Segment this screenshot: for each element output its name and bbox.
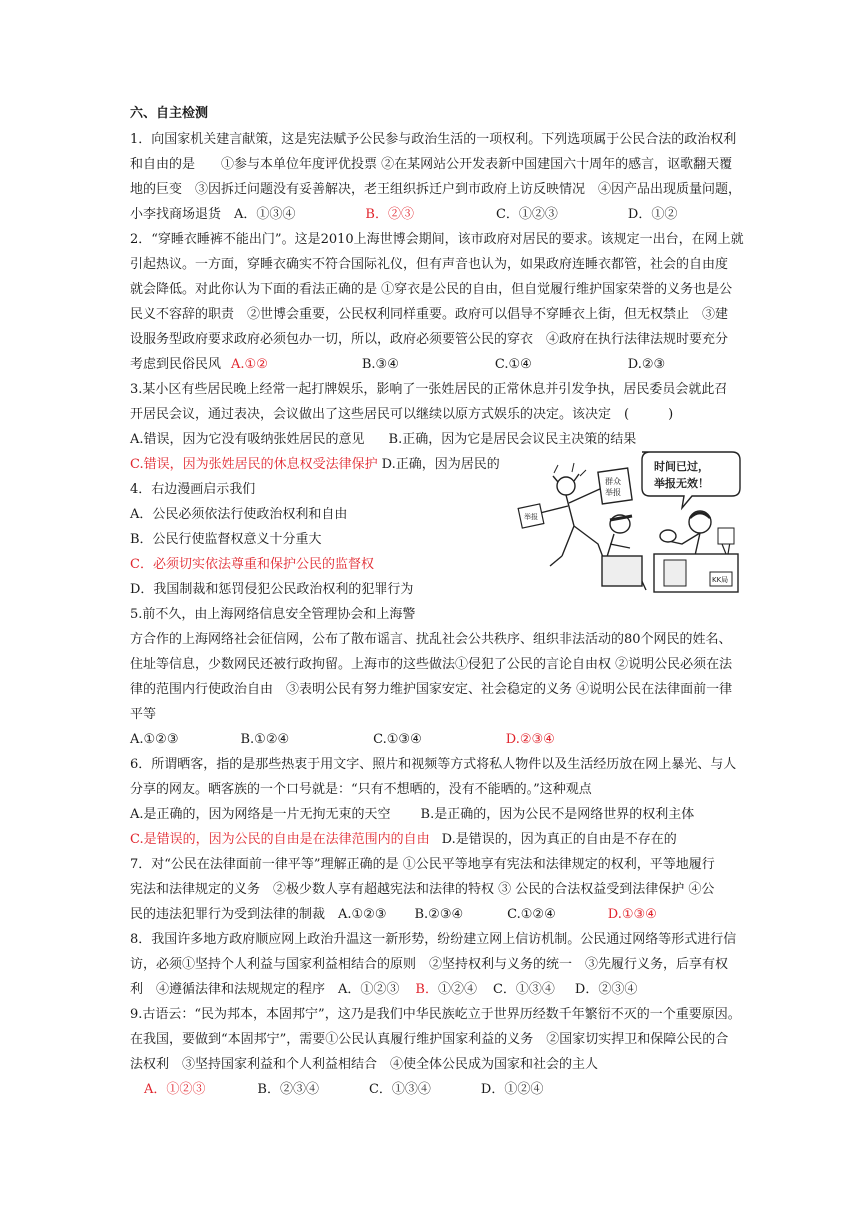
q7-option-c: C.①②④: [507, 907, 556, 922]
report-sign: [598, 468, 632, 504]
q1-line-3: 地的巨变 ③因拆迁问题没有妥善解决，老王组织拆迁户到市政府上访反映情况 ④因产品出现质量问题，: [130, 182, 742, 197]
q7-answer: D.①③④: [607, 907, 657, 922]
q8-answer-letter: B．: [415, 982, 438, 997]
bubble-line-1: 时间已过，: [654, 460, 709, 473]
q1-option-d: D．①②: [627, 207, 678, 222]
q1-line-4: [130, 207, 677, 223]
q5-line-6: [130, 732, 555, 748]
q8-option-d: D．②③④: [574, 982, 638, 997]
q6-option-a: A.是正确的，因为网络是一片无拘无束的天空: [130, 807, 391, 822]
q8-line-1: 8．我国许多地方政府顺应网上政治升温这一新形势，纷纷建立网上信访机制。公民通过网络等形式进行信: [130, 932, 737, 947]
q4-stem: 4．右边漫画启示我们: [130, 482, 256, 497]
q2-option-c: C.①④: [494, 357, 532, 372]
q6-answer: C.是错误的，因为公民的自由是在法律范围内的自由: [130, 832, 430, 847]
q8-line-3: [130, 982, 637, 998]
q6-option-d: D.是错误的，因为真正的自由是不存在的: [441, 832, 677, 847]
q3-answer: C.错误，因为张姓居民的休息权受法律保护: [130, 457, 378, 472]
q9-option-c: C．①③④: [368, 1082, 431, 1097]
q3-option-b: B.正确，因为它是居民会议民主决策的结果: [388, 432, 637, 447]
q5-option-a: A.①②③: [130, 732, 179, 747]
q9-line-4: [130, 1082, 543, 1098]
q3-option-d: D.正确，因为居民的: [381, 457, 500, 472]
q3-line-4: [130, 457, 500, 473]
q6-line-3: [130, 807, 694, 823]
q2-answer: A.①②: [231, 357, 268, 372]
q1-option-c: C．①②③: [495, 207, 558, 222]
q8-answer-options: ①②④: [437, 982, 477, 997]
q2-option-b: B.③④: [361, 357, 399, 372]
q3-line-1: 3.某小区有些居民晚上经常一起打牌娱乐，影响了一张姓居民的正常休息并引发争执，居民委员会就此召: [130, 382, 728, 397]
q3-line-3: [130, 432, 636, 448]
paper-label-text: 举报: [524, 513, 538, 521]
sign-line-2: 举报: [605, 488, 621, 497]
q3-option-a: A.错误，因为它没有吸纳张姓居民的意见: [130, 432, 365, 447]
section-title: 六、自主检测: [130, 106, 209, 121]
political-cartoon: [514, 448, 742, 598]
q4-option-d: D．我国制裁和惩罚侵犯公民政治权利的犯罪行为: [130, 582, 414, 597]
q5-option-c: C.①③④: [373, 732, 422, 747]
q6-option-b: B.是正确的，因为公民不是网络世界的权利主体: [420, 807, 695, 822]
q9-line-2: 在我国，要做到“本固邦宁”，需要①公民认真履行维护国家利益的义务 ②国家切实捍卫和保障公民的合: [130, 1032, 729, 1047]
q1-answer: B．②③: [365, 207, 414, 222]
q5-line-5: 平等: [130, 707, 157, 722]
q2-line-1: 2．“穿睡衣睡裤不能出门”。这是2010上海世博会期间，该市政府对居民的要求。该规定一出台，在网上就: [130, 232, 744, 247]
sign-line-1: 群众: [605, 477, 621, 486]
q6-line-1: 6．所谓晒客，指的是那些热衷于用文字、照片和视频等方式将私人物件以及生活经历放在网上暴光、与人: [130, 757, 737, 772]
report-paper: [518, 504, 544, 528]
q6-line-2: 分享的网友。晒客族的一个口号就是：“只有不想晒的，没有不能晒的。”这种观点: [130, 782, 592, 797]
q5-line-4: 律的范围内行使政治自由 ③表明公民有努力维护国家安定、社会稳定的义务 ④说明公民在法律面前一律: [130, 682, 733, 697]
q2-line-3: 就会降低。对此你认为下面的看法正确的是 ①穿衣是公民的自由，但自觉履行维护国家荣誉的义务也是公: [130, 282, 733, 297]
official-figure: [660, 511, 711, 560]
q7-line-2: 宪法和法律规定的义务 ②极少数人享有超越宪法和法律的特权 ③ 公民的合法权益受到法律保护 ④公: [130, 882, 715, 897]
q8-line-2: 访，必须①坚持个人利益与国家利益相结合的原则 ②坚持权利与义务的统一 ③先履行义务，后享有权: [130, 957, 729, 972]
bubble-line-2: 举报无效！: [654, 477, 709, 490]
q4-option-b: B．公民行使监督权意义十分重大: [130, 532, 322, 547]
q3-line-2: 开居民会议，通过表决，会议做出了这些居民可以继续以原方式娱乐的决定。该决定 ( ): [130, 407, 674, 422]
q5-line-3: 住址等信息，少数网民还被行政拘留。上海市的这些做法①侵犯了公民的言论自由权 ②说明公民必须在法: [130, 657, 733, 672]
q9-option-b: B．②③④: [257, 1082, 319, 1097]
q7-line-3: [130, 907, 657, 923]
q9-option-d: D．①②④: [480, 1082, 544, 1097]
q2-line-2: 引起热议。一方面，穿睡衣确实不符合国际礼仪，但有声音也认为，如果政府连睡衣都管，社会的自由度: [130, 257, 729, 272]
q7-option-b: B.②③④: [414, 907, 464, 922]
q8-option-c: C．①③④: [492, 982, 555, 997]
q1-line-2: 和自由的是 ①参与本单位年度评优投票 ②在某网站公开发表新中国建国六十周年的感言，讴歌翻天覆: [130, 157, 733, 172]
q9-line-1: 9.古语云：“民为邦本，本固邦宁”，这乃是我们中华民族屹立于世界历经数千年繁衍不灭的一个重要原因。: [130, 1007, 741, 1022]
q8-stem-end: 利 ④遵循法律和法规规定的程序 A．①②③: [130, 982, 400, 997]
seated-man-figure: [602, 515, 646, 590]
q4-answer: C．必须切实依法尊重和保护公民的监督权: [130, 557, 374, 572]
q5-answer: D.②③④: [505, 732, 555, 747]
q2-stem-end: 考虑到民俗民风: [130, 357, 222, 372]
q6-line-4: [130, 832, 677, 848]
q2-option-d: D.②③: [627, 357, 666, 372]
q2-line-4: 民义不容辞的职责 ②世博会重要，公民权利同样重要。政府可以倡导不穿睡衣上街，但无权禁止 ③建: [130, 307, 729, 322]
q1-line-1: 1．向国家机关建言献策，这是宪法赋予公民参与政治生活的一项权利。下列选项属于公民合法的政治权利: [130, 132, 737, 147]
desk-label-text: KK局: [712, 576, 729, 584]
speech-bubble: [642, 452, 740, 508]
q9-answer: A．①②③: [144, 1082, 206, 1097]
q9-line-3: 法权利 ③坚持国家利益和个人利益相结合 ④使全体公民成为国家和社会的主人: [130, 1057, 599, 1072]
q2-line-5: 设服务型政府要求政府必须包办一切，所以，政府必须要管公民的穿衣 ④政府在执行法律法规时要充分: [130, 332, 729, 347]
q5-line-2: 方合作的上海网络社会征信网，公布了散布谣言、扰乱社会公共秩序、组织非法活动的80个网民的姓名、: [130, 632, 732, 647]
q4-option-a: A．公民必须依法行使政治权利和自由: [130, 507, 348, 522]
q5-option-b: B.①②④: [240, 732, 290, 747]
q7-stem-end: 民的违法犯罪行为受到法律的制裁 A.①②③: [130, 907, 387, 922]
q1-stem-end: 小李找商场退货 A．①③④: [130, 207, 296, 222]
q2-line-6: [130, 357, 665, 373]
q7-line-1: 7．对“公民在法律面前一律平等”理解正确的是 ①公民平等地享有宪法和法律规定的权利，平等地履行: [130, 857, 715, 872]
q5-line-1: 5.前不久，由上海网络信息安全管理协会和上海警: [130, 607, 416, 622]
